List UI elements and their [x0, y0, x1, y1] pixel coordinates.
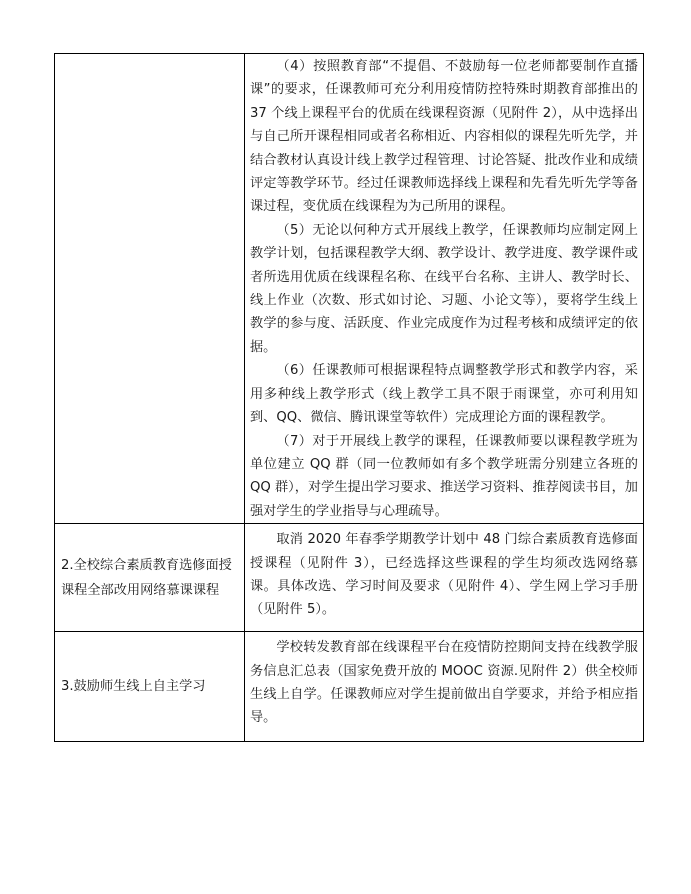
- row-content-cell: [245, 524, 644, 632]
- row-content-cell: [245, 632, 644, 742]
- measures-table: [54, 53, 644, 742]
- row-label-cell: [55, 54, 245, 524]
- table-row: [55, 54, 644, 524]
- table-row: [55, 524, 644, 632]
- paragraph-item-6: （6）任课教师可根据课程特点调整教学形式和教学内容，采用多种线上教学形式（线上教学工具不限于雨课堂，亦可利用知到、QQ、微信、腾讯课堂等软件）完成理论方面的课程教学。: [250, 363, 638, 426]
- row-content-cell: [245, 54, 644, 524]
- table-row: [55, 632, 644, 742]
- row-label-cell: 2.全校综合素质教育选修面授课程全部改用网络慕课课程: [55, 524, 245, 632]
- row-label-cell: 3.鼓励师生线上自主学习: [55, 632, 245, 742]
- paragraph-item-5: （5）无论以何种方式开展线上教学，任课教师均应制定网上教学计划，包括课程教学大纲、教学设计、教学进度、教学课件或者所选用优质在线课程名称、在线平台名称、主讲人、教学时长、线上作业（次数、形式如讨论、习题、小论文等），要将学生线上教学的参与度、活跃度、作业完成度作为过程考核和成绩评定的依据。: [250, 222, 638, 355]
- paragraph-item-4: （4）按照教育部“不提倡、不鼓励每一位老师都要制作直播课”的要求，任课教师可充分利用疫情防控特殊时期教育部推出的 37 个线上课程平台的优质在线课程资源（见附件 2），从中选择出与自己所开课程相同或者名称相近、内容相似的课程先听先学，并结合教材认真设计线上教学过程管理、讨论答疑、批改作业和成绩评定等教学环节。经过任课教师选择线上课程和先看先听先学等备课过程，变优质在线课程为为己所用的课程。: [250, 59, 638, 215]
- paragraph-item-7: （7）对于开展线上教学的课程，任课教师要以课程教学班为单位建立 QQ 群（同一位教师如有多个教学班需分别建立各班的 QQ 群），对学生提出学习要求、推送学习资料、推荐阅读书目，加强对学生的学业指导与心理疏导。: [250, 433, 638, 519]
- paragraph-self-study: 学校转发教育部在线课程平台在疫情防控期间支持在线教学服务信息汇总表（国家免费开放的 MOOC 资源.见附件 2）供全校师生线上自学。任课教师应对学生提前做出自学要求，并给予相应指导。: [250, 640, 638, 726]
- paragraph-mooc-switch: 取消 2020 年春季学期教学计划中 48 门综合素质教育选修面授课程（见附件 3），已经选择这些课程的学生均须改选网络慕课。具体改选、学习时间及要求（见附件 4）、学生网上学习手册（见附件 5）。: [250, 532, 638, 618]
